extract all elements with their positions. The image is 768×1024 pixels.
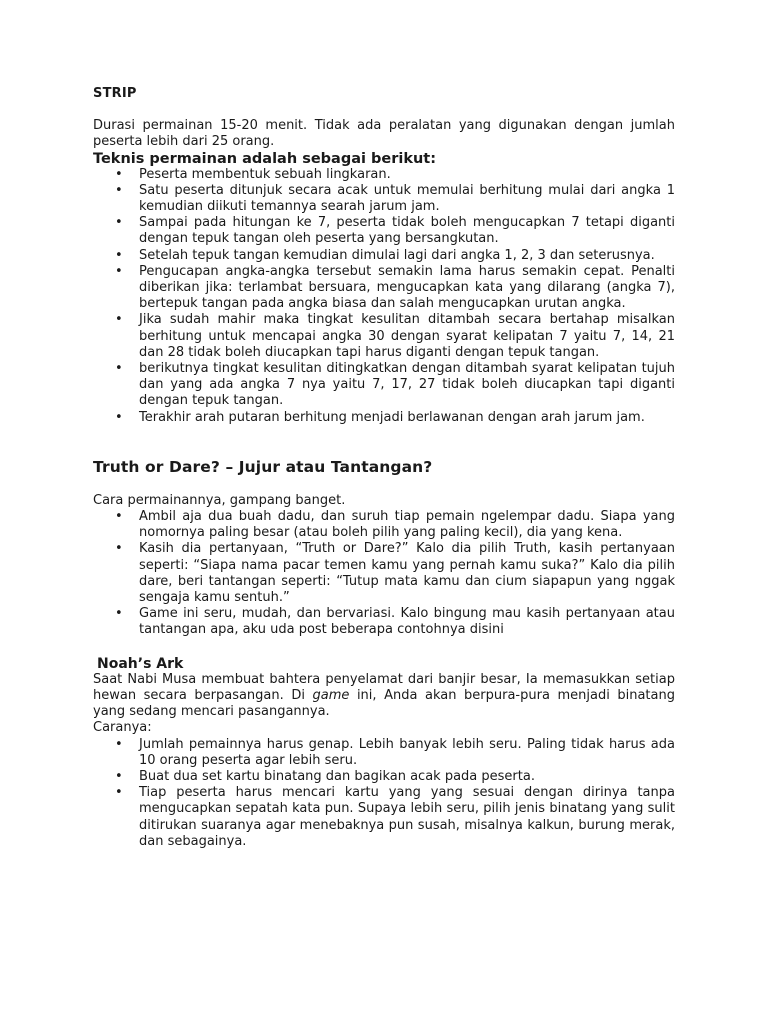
list-item-text: Peserta membentuk sebuah lingkaran. [139,166,391,182]
list-item-text: Game ini seru, mudah, dan bervariasi. Kalo bingung mau kasih pertanyaan atau tantangan apa, aku uda post beberapa contohnya disini [139,606,675,638]
list-item [115,263,675,313]
section-noahs-ark [93,656,675,850]
bullet-icon: • [115,361,123,377]
list-item [115,166,675,183]
bullet-icon: • [115,606,123,622]
strip-list [93,167,675,426]
noahs-ark-intro [93,672,675,721]
bullet-icon: • [115,409,123,425]
bullet-icon: • [115,182,123,198]
truth-or-dare-list [93,509,675,639]
section-strip [93,86,675,426]
strip-subheading: Teknis permainan adalah sebagai berikut: [93,150,437,167]
list-item-text: berikutnya tingkat kesulitan ditingkatkan dengan ditambah syarat kelipatan tujuh dan yang ada angka 7 nya yaitu 7, 17, 27 tidak boleh diucapkan tapi diganti dengan tepuk tangan. [139,361,675,409]
list-item [115,409,675,426]
strip-intro: Durasi permainan 15-20 menit. Tidak ada peralatan yang digunakan dengan jumlah peserta lebih dari 25 orang. [93,118,675,150]
list-item [115,606,675,638]
bullet-icon: • [115,166,123,182]
spacer [93,639,675,656]
list-item-text: Jika sudah mahir maka tingkat kesulitan ditambah secara bertahap misalkan berhitung untuk mencapai angka 30 dengan syarat kelipatan 7 yaitu 7, 14, 21 dan 28 tidak boleh diucapkan tapi harus diganti dengan tepuk tangan. [139,312,675,360]
bullet-icon: • [115,768,123,784]
list-item [115,736,675,769]
bullet-icon: • [115,215,123,231]
bullet-icon: • [115,785,123,801]
bullet-icon: • [115,509,123,525]
intro-text-part2: ini, Anda akan berpura-pura menjadi binatang yang sedang mencari pasangannya. [93,687,675,720]
list-item [115,785,675,850]
noahs-ark-caranya: Caranya: [93,720,152,736]
list-item [115,768,675,785]
list-item-text: Setelah tepuk tangan kemudian dimulai lagi dari angka 1, 2, 3 dan seterusnya. [139,247,655,263]
noahs-ark-list [93,737,675,850]
list-item [115,509,675,541]
section-title-noahs-ark: Noah’s Ark [97,655,184,672]
intro-text-italic: game [312,687,350,703]
bullet-icon: • [115,247,123,263]
list-item [115,182,675,215]
list-item-text: Buat dua set kartu binatang dan bagikan acak pada peserta. [139,768,535,784]
list-item [115,361,675,410]
list-item-text: Pengucapan angka-angka tersebut semakin lama harus semakin cepat. Penalti diberikan jika: terlambat bersuara, mengucapkan kata yang dilarang (angka 7), bertepuk tangan pada angka biasa dan salah mengucapkan urutan angka. [139,263,675,312]
list-item [115,541,675,606]
list-item-text: Terakhir arah putaran berhitung menjadi berlawanan dengan arah jarum jam. [139,409,645,425]
document-page [93,86,675,850]
bullet-icon: • [115,312,123,328]
list-item [115,247,675,264]
bullet-icon: • [115,263,123,279]
list-item-text: Tiap peserta harus mencari kartu yang yang sesuai dengan dirinya tanpa mengucapkan sepatah kata pun. Supaya lebih seru, pilih jenis binatang yang sulit ditirukan suaranya agar menebaknya pun susah, misalnya kalkun, burung merak, dan sebagainya. [139,785,675,849]
spacer [93,476,675,493]
bullet-icon: • [115,736,123,752]
list-item-text: Satu peserta ditunjuk secara acak untuk memulai berhitung mulai dari angka 1 kemudian diikuti temannya searah jarum jam. [139,182,675,215]
list-item [115,215,675,247]
list-item-text: Kasih dia pertanyaan, “Truth or Dare?” Kalo dia pilih Truth, kasih pertanyaan seperti: “Siapa nama pacar temen kamu yang pernah kamu suka?” Kalo dia pilih dare, beri tantangan seperti: “Tutup mata kamu dan cium siapapun yang nggak sengaja kamu sentuh.” [139,541,675,606]
truth-or-dare-intro: Cara permainannya, gampang banget. [93,492,346,508]
list-item-text: Ambil aja dua buah dadu, dan suruh tiap pemain ngelempar dadu. Siapa yang nomornya paling besar (atau boleh pilih yang paling kecil), dia yang kena. [139,509,675,541]
spacer [93,426,675,458]
list-item [115,312,675,361]
section-truth-or-dare [93,458,675,639]
list-item-text: Sampai pada hitungan ke 7, peserta tidak boleh mengucapkan 7 tetapi diganti dengan tepuk tangan oleh peserta yang bersangkutan. [139,215,675,247]
bullet-icon: • [115,541,123,557]
section-title-truth-or-dare: Truth or Dare? – Jujur atau Tantangan? [93,457,433,476]
section-title-strip: STRIP [93,86,137,101]
intro-text-part1: Saat Nabi Musa membuat bahtera penyelamat dari banjir besar, Ia memasukkan setiap hewan secara berpasangan. Di [93,671,675,703]
list-item-text: Jumlah pemainnya harus genap. Lebih banyak lebih seru. Paling tidak harus ada 10 orang peserta agar lebih seru. [139,736,675,768]
